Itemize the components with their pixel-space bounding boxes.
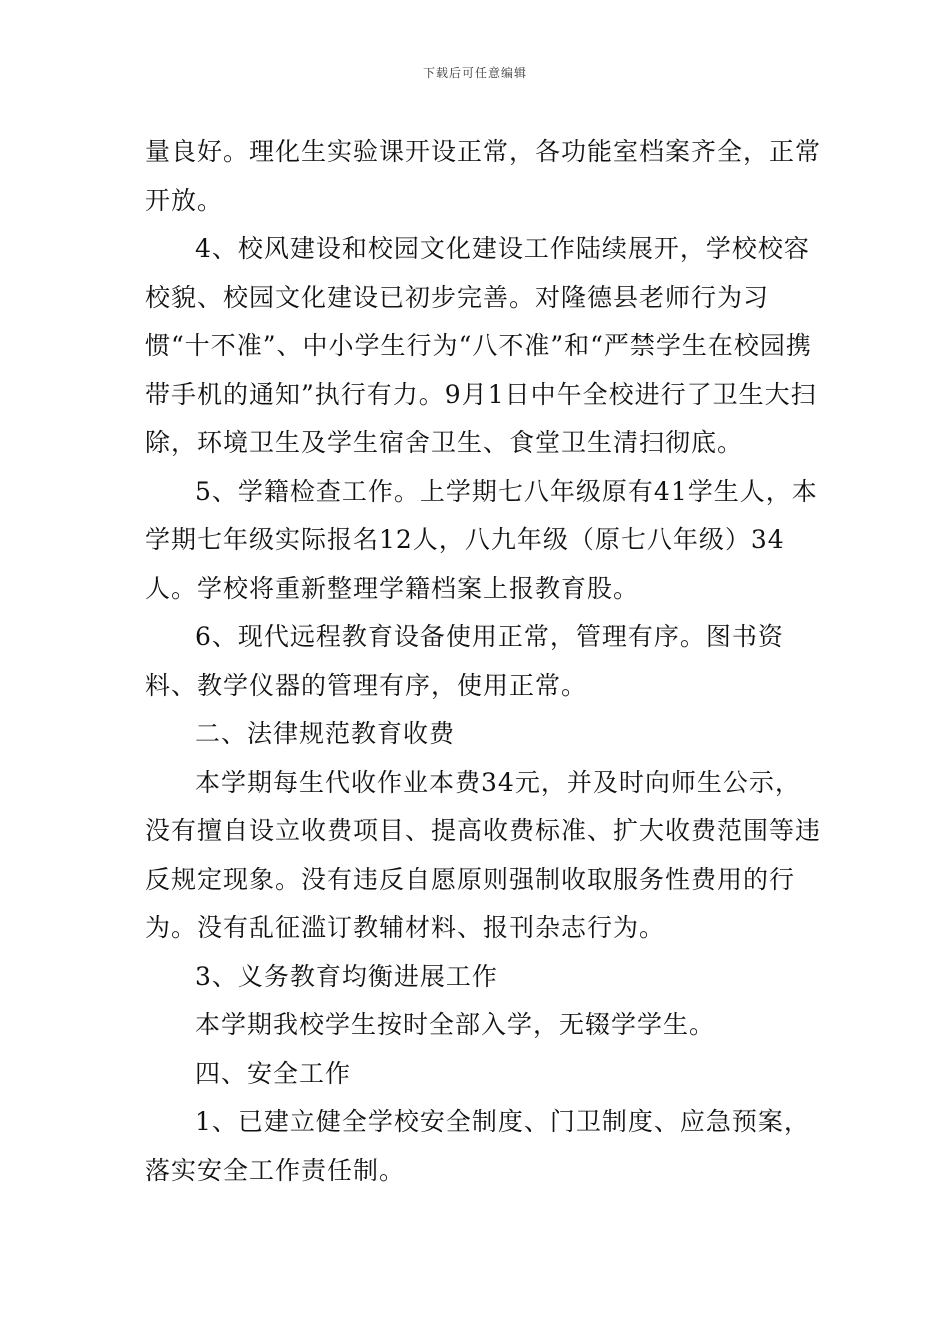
paragraph-lab-status: 量良好。理化生实验课开设正常，各功能室档案齐全，正常开放。 <box>145 137 822 215</box>
paragraph-student-registry: 5、学籍检查工作。上学期七八年级原有41学生人，本学期七年级实际报名12人，八九年级（原七八年级）34人。学校将重新整理学籍档案上报教育股。 <box>145 476 818 603</box>
section-heading-safety: 四、安全工作 <box>195 1058 352 1088</box>
page-header-note: 下载后可任意编辑 <box>422 66 527 80</box>
document-body <box>145 128 825 1195</box>
paragraph-campus-culture: 4、校风建设和校园文化建设工作陆续展开，学校校容校貌、校园文化建设已初步完善。对隆德县老师行为习惯“十不准”、中小学生行为“八不准”和“严禁学生在校园携带手机的通知”执行有力。9月1日中午全校进行了卫生大扫除，环境卫生及学生宿舍卫生、食堂卫生清扫彻底。 <box>145 234 817 457</box>
paragraph-safety-system: 1、已建立健全学校安全制度、门卫制度、应急预案，落实安全工作责任制。 <box>145 1107 810 1185</box>
paragraph-enrollment: 本学期我校学生按时全部入学，无辍学学生。 <box>195 1010 716 1039</box>
section-heading-compulsory-education: 3、义务教育均衡进展工作 <box>195 961 498 991</box>
paragraph-fees: 本学期每生代收作业本费34元，并及时向师生公示，没有擅自设立收费项目、提高收费标准、扩大收费范围等违反规定现象。没有违反自愿原则强制收取服务性费用的行为。没有乱征滥订教辅材料、报刊杂志行为。 <box>145 767 822 942</box>
section-heading-fees: 二、法律规范教育收费 <box>195 719 456 748</box>
paragraph-remote-education: 6、现代远程教育设备使用正常，管理有序。图书资料、教学仪器的管理有序，使用正常。 <box>145 622 784 700</box>
